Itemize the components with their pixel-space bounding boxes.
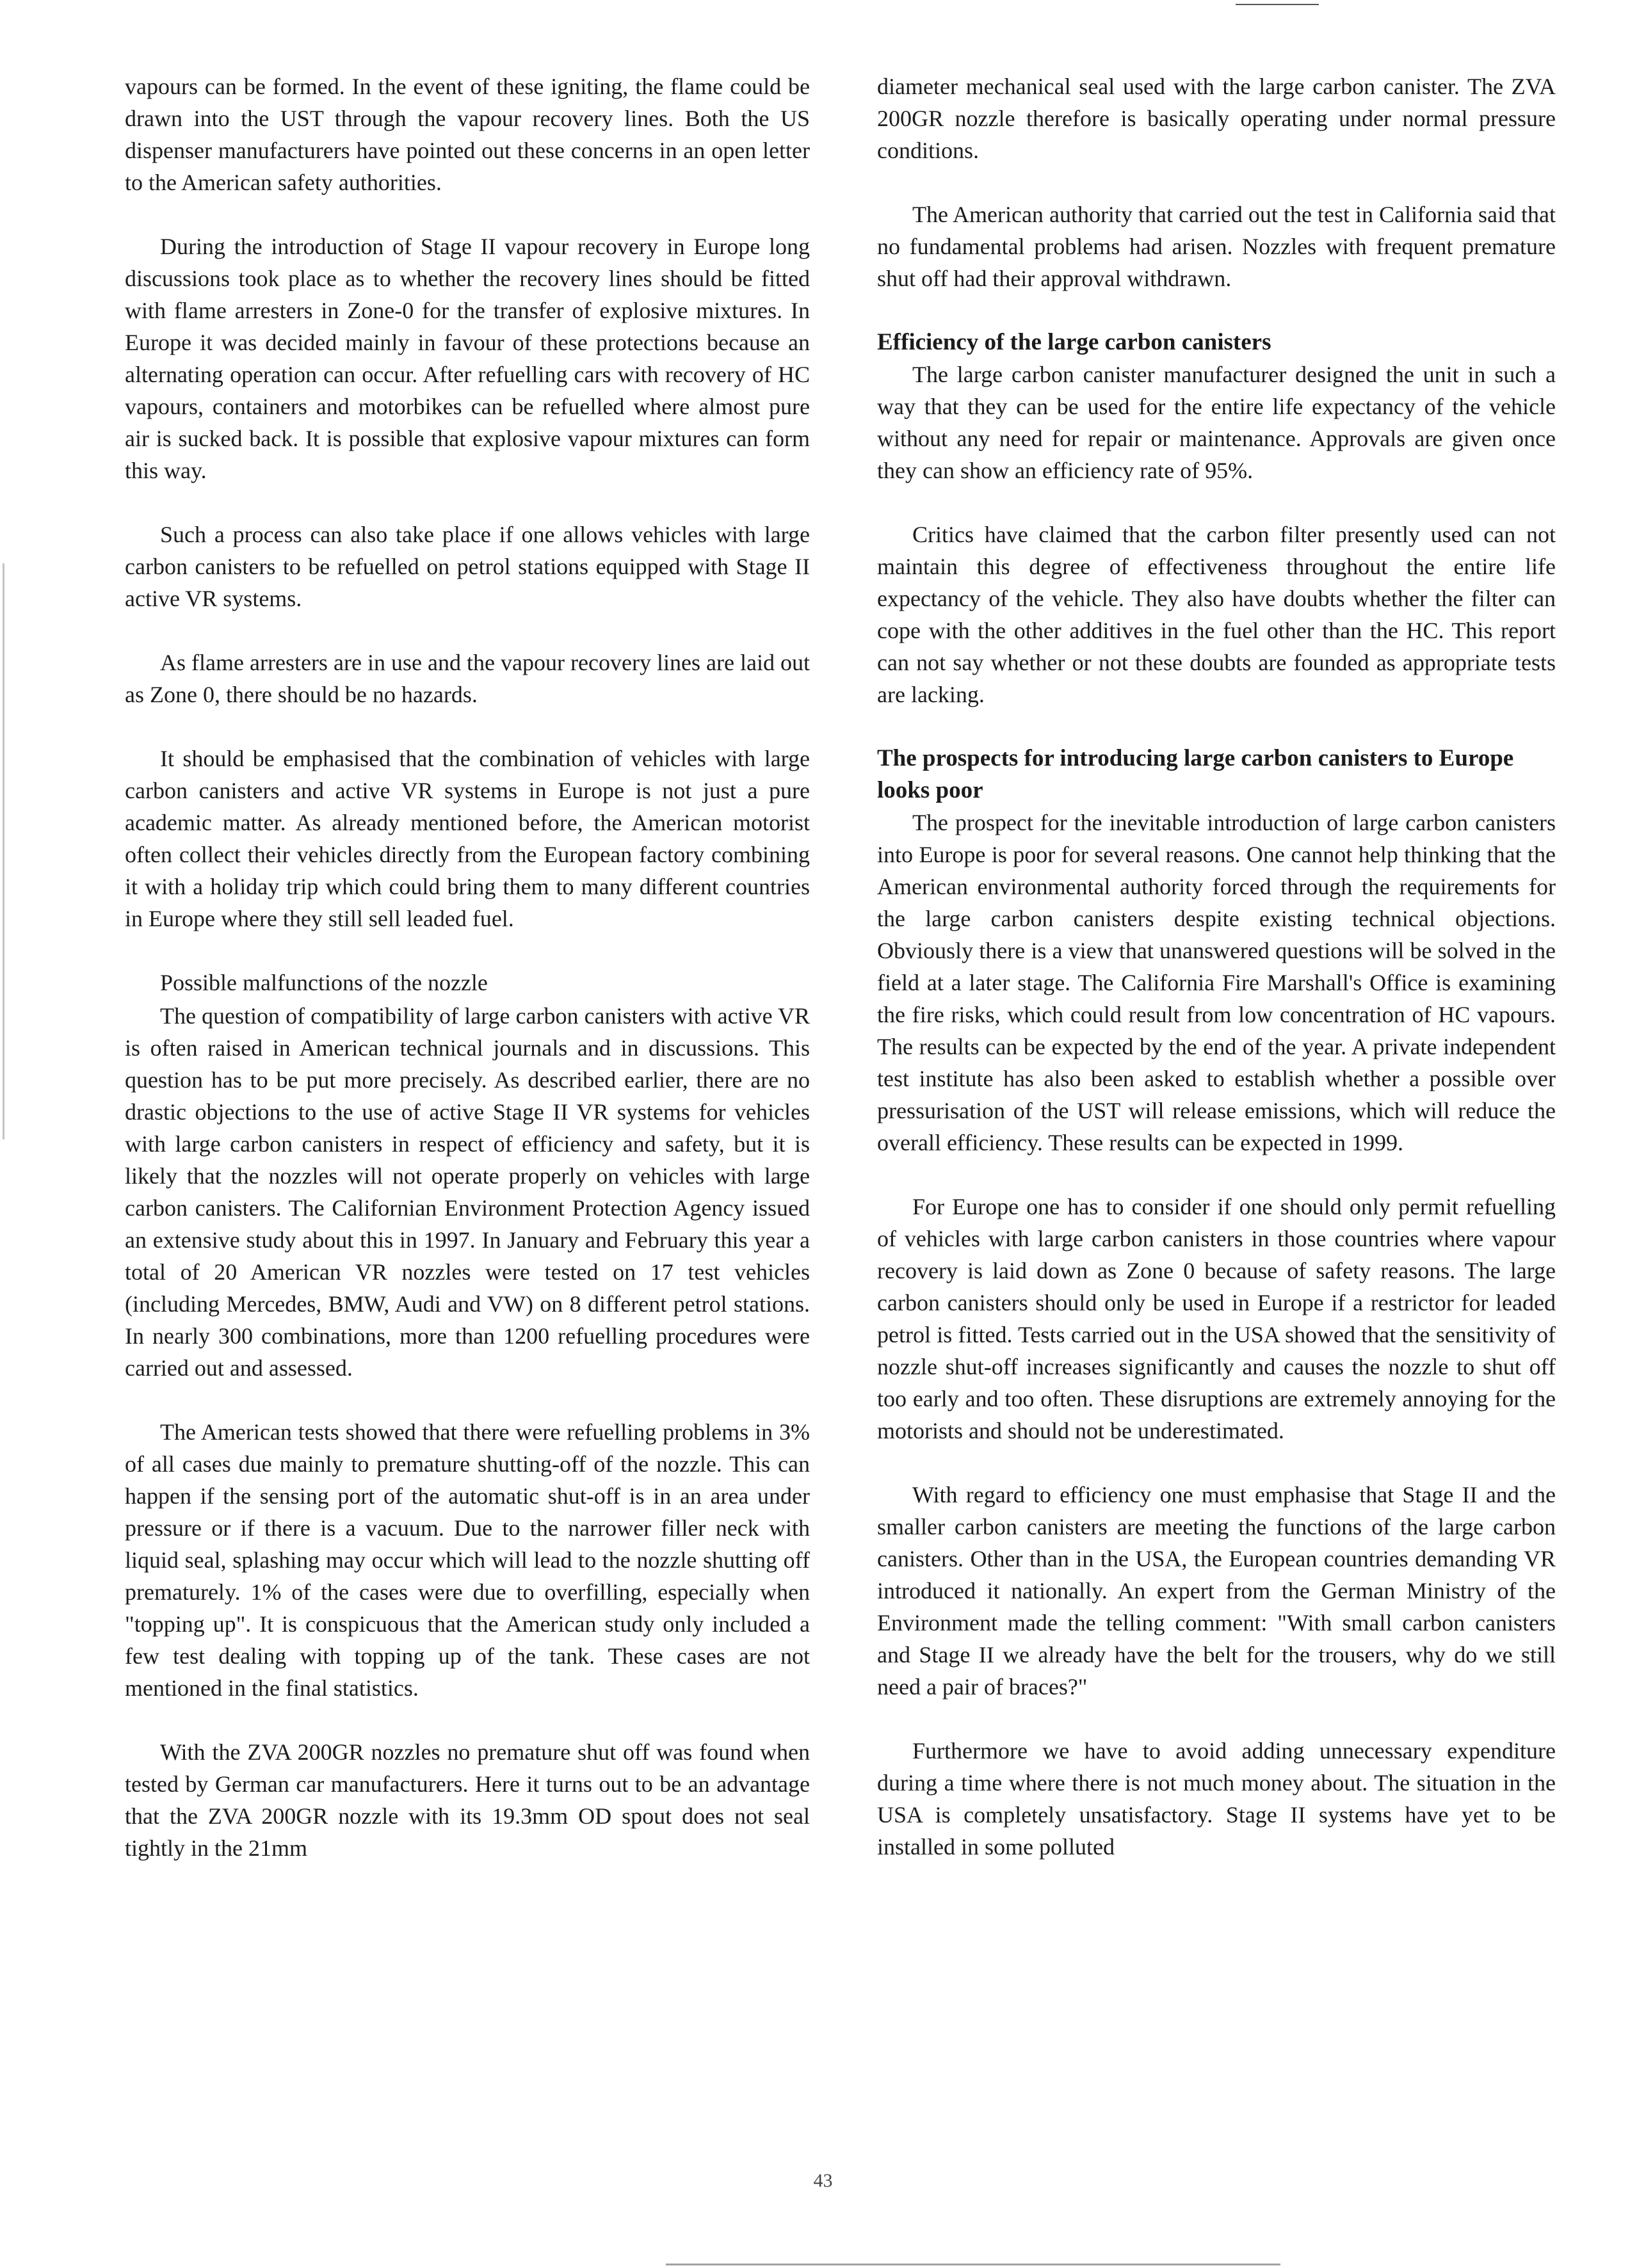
section-heading: The prospects for introducing large carbon canisters to Europe looks poor xyxy=(877,745,1514,803)
left-column xyxy=(125,70,810,1864)
paragraph: As flame arresters are in use and the vapour recovery lines are laid out as Zone 0, there should be no hazards. xyxy=(125,650,810,707)
paragraph: The large carbon canister manufacturer designed the unit in such a way that they can be used for the entire life expectancy of the vehicle without any need for repair or maintenance. Approvals are given once they can show an efficiency rate of 95%. xyxy=(877,362,1556,483)
bottom-rule xyxy=(666,2264,1280,2265)
paragraph: diameter mechanical seal used with the large carbon canister. The ZVA 200GR nozzle therefore is basically operating under normal pressure conditions. xyxy=(877,74,1556,163)
section-heading: Efficiency of the large carbon canisters xyxy=(877,329,1271,355)
paragraph: During the introduction of Stage II vapour recovery in Europe long discussions took place as to whether the recovery lines should be fitted with flame arresters in Zone-0 for the transfer of explosive mixtures. In Europe it was decided mainly in favour of these protections because an alternating operation can occur. After refuelling cars with recovery of HC vapours, containers and motorbikes can be refuelled where almost pure air is sucked back. It is possible that explosive vapour mixtures can form this way. xyxy=(125,234,810,483)
paragraph: The question of compatibility of large carbon canisters with active VR is often raised in American technical journals and in discussions. This question has to be put more precisely. As described earlier, there are no drastic objections to the use of active Stage II VR systems for vehicles with large carbon canisters in respect of efficiency and safety, but it is likely that the nozzles will not operate properly on vehicles with large carbon canisters. The Californian Environment Protection Agency issued an extensive study about this in 1997. In January and February this year a total of 20 American VR nozzles were tested on 17 test vehicles (including Mercedes, BMW, Audi and VW) on 8 different petrol stations. In nearly 300 combinations, more than 1200 refuelling procedures were carried out and assessed. xyxy=(125,1003,810,1381)
paragraph: With regard to efficiency one must emphasise that Stage II and the smaller carbon canisters are meeting the functions of the large carbon canisters. Other than in the USA, the European countries demanding VR introduced it nationally. An expert from the German Ministry of the Environment made the telling comment: "With small carbon canisters and Stage II we already have the belt for the trousers, why do we still need a pair of braces?" xyxy=(877,1482,1556,1700)
paragraph: It should be emphasised that the combination of vehicles with large carbon canisters and active VR systems in Europe is not just a pure academic matter. As already mentioned before, the American motorist often collect their vehicles directly from the European factory combining it with a holiday trip which could bring them to many different countries in Europe where they still sell leaded fuel. xyxy=(125,746,810,931)
paragraph: The American authority that carried out the test in California said that no fundamental problems had arisen. Nozzles with frequent premature shut off had their approval withdrawn. xyxy=(877,202,1556,291)
paragraph: vapours can be formed. In the event of these igniting, the flame could be drawn into the UST through the vapour recovery lines. Both the US dispenser manufacturers have pointed out these concerns in an open letter to the American safety authorities. xyxy=(125,74,810,195)
paragraph: Furthermore we have to avoid adding unnecessary expenditure during a time where there is not much money about. The situation in the USA is completely unsatisfactory. Stage II systems have yet to be installed in some polluted xyxy=(877,1738,1556,1860)
page-number: 43 xyxy=(813,2170,833,2191)
paragraph: With the ZVA 200GR nozzles no premature shut off was found when tested by German car manufacturers. Here it turns out to be an advantage that the ZVA 200GR nozzle with its 19.3mm OD spout does not seal tightly in the 21mm xyxy=(125,1739,810,1861)
section-subheading: Possible malfunctions of the nozzle xyxy=(160,970,488,995)
paragraph: The American tests showed that there were refuelling problems in 3% of all cases due mainly to premature shutting-off of the nozzle. This can happen if the sensing port of the automatic shut-off is in an area under pressure or if there is a vacuum. Due to the narrower filler neck with liquid seal, splashing may occur which will lead to the nozzle shutting off prematurely. 1% of the cases were due to overfilling, especially when "topping up". It is conspicuous that the American study only included a few test dealing with topping up of the tank. These cases are not mentioned in the final statistics. xyxy=(125,1419,810,1701)
paragraph: The prospect for the inevitable introduction of large carbon canisters into Europe is poor for several reasons. One cannot help thinking that the American environmental authority forced through the requirements for the large carbon canisters despite existing technical objections. Obviously there is a view that unanswered questions will be solved in the field at a later stage. The California Fire Marshall's Office is examining the fire risks, which could result from low concentration of HC vapours. The results can be expected by the end of the year. A private independent test institute has also been asked to establish whether a possible over pressurisation of the UST will release emissions, which will reduce the overall efficiency. These results can be expected in 1999. xyxy=(877,810,1556,1155)
paragraph: Critics have claimed that the carbon filter presently used can not maintain this degree of effectiveness throughout the entire life expectancy of the vehicle. They also have doubts whether the filter can cope with the other additives in the fuel other than the HC. This report can not say whether or not these doubts are founded as appropriate tests are lacking. xyxy=(877,522,1556,707)
right-column xyxy=(877,70,1556,1863)
paragraph: Such a process can also take place if one allows vehicles with large carbon canisters to be refuelled on petrol stations equipped with Stage II active VR systems. xyxy=(125,522,810,611)
top-rule xyxy=(1236,4,1319,5)
paragraph: For Europe one has to consider if one should only permit refuelling of vehicles with large carbon canisters in those countries where vapour recovery is laid down as Zone 0 because of safety reasons. The large carbon canisters should only be used in Europe if a restrictor for leaded petrol is fitted. Tests carried out in the USA showed that the sensitivity of nozzle shut-off increases significantly and causes the nozzle to shut off too early and too often. These disruptions are extremely annoying for the motorists and should not be underestimated. xyxy=(877,1194,1556,1444)
scan-edge-mark xyxy=(3,563,4,1139)
